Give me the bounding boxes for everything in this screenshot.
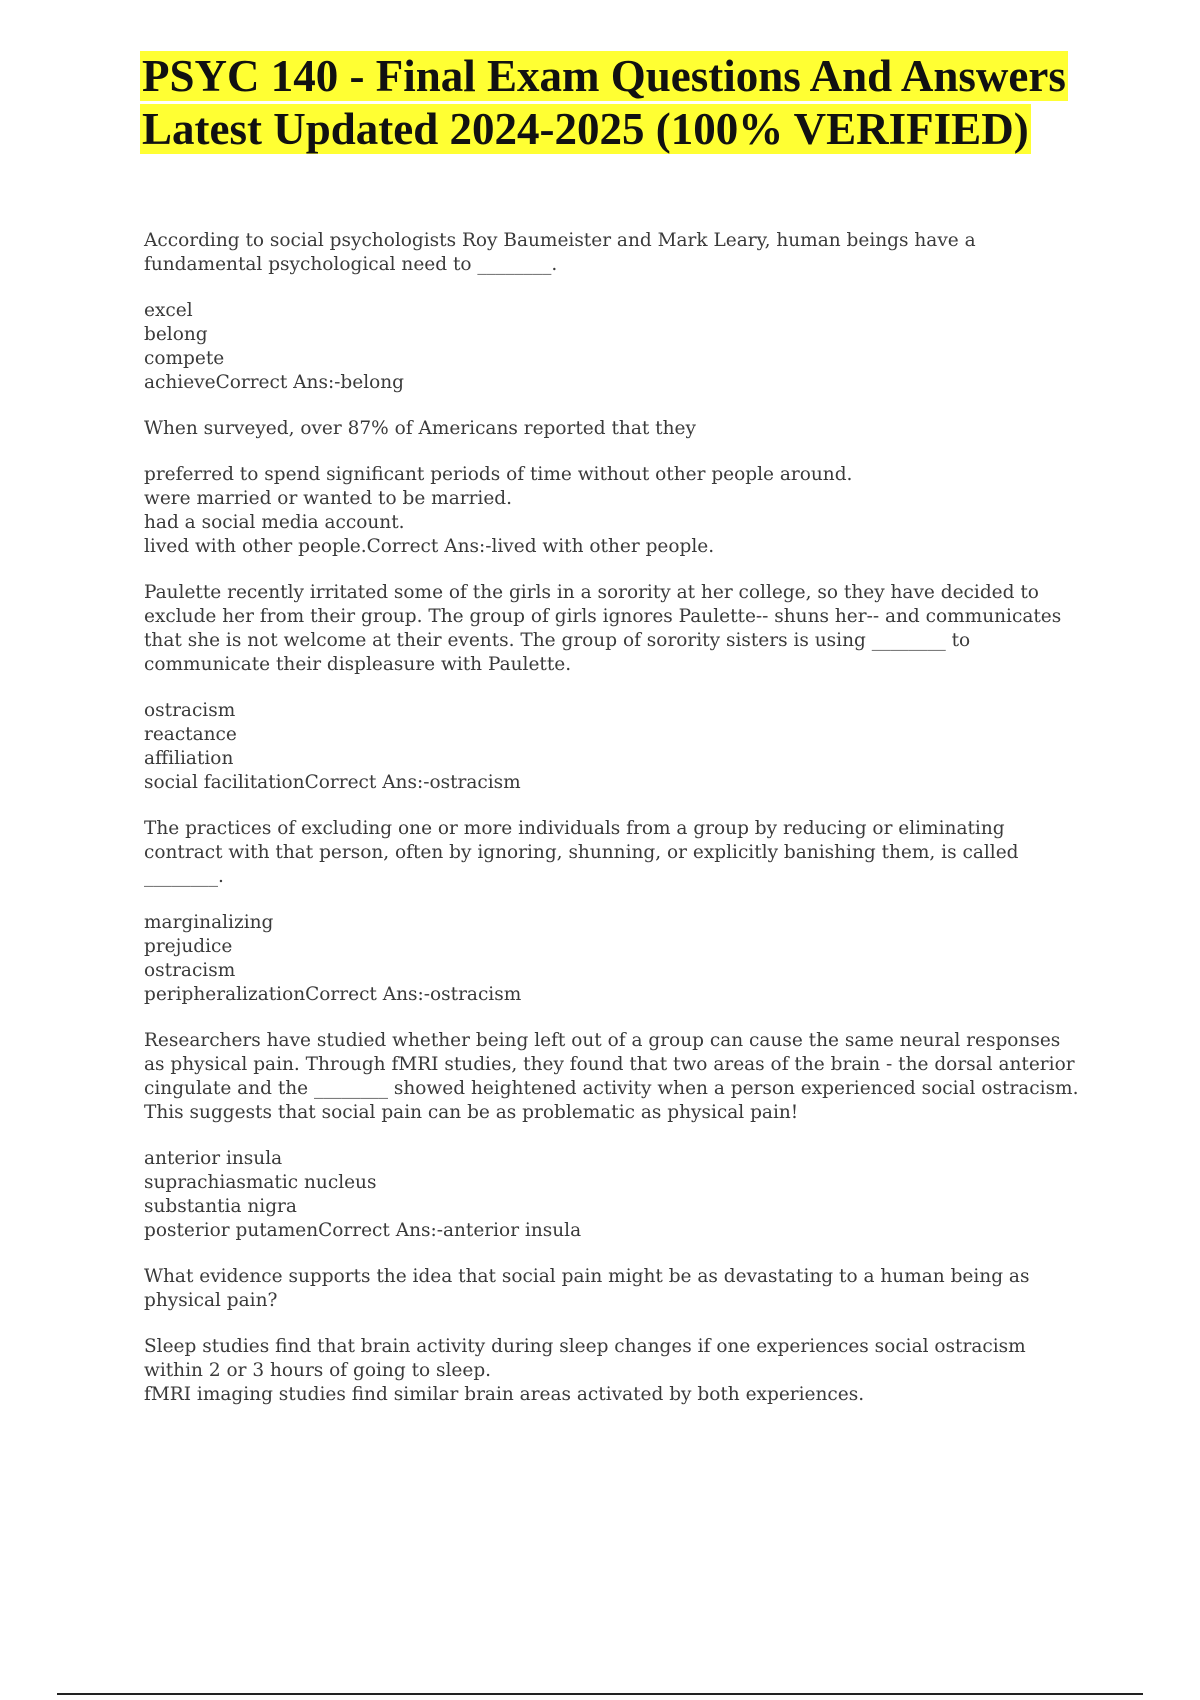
- question-text: The practices of excluding one or more individuals from a group by reducing or eliminating contract with that person, often by ignoring, shunning, or explicitly banishing them, is called ________.: [144, 818, 1019, 887]
- answer-option: were married or wanted to be married.: [144, 488, 513, 509]
- answer-option: belong: [144, 324, 208, 345]
- answer-option: prejudice: [144, 936, 233, 957]
- question-block: [144, 417, 1084, 559]
- title-highlight: PSYC 140 - Final Exam Questions And Answers Latest Updated 2024-2025 (100% VERIFIED): [142, 51, 1066, 154]
- answer-option: ostracism: [144, 700, 236, 721]
- answer-options: [144, 911, 1084, 1007]
- answer-option: excel: [144, 300, 193, 321]
- answer-option: reactance: [144, 724, 237, 745]
- question-text: When surveyed, over 87% of Americans reported that they: [144, 418, 696, 439]
- answer-options: [144, 699, 1084, 795]
- answer-option-correct: achieveCorrect Ans:-belong: [144, 372, 405, 393]
- answer-option: ostracism: [144, 960, 236, 981]
- answer-option: Sleep studies find that brain activity during sleep changes if one experiences social ostracism within 2 or 3 hours of going to sleep.: [144, 1336, 1026, 1381]
- answer-option-correct: posterior putamenCorrect Ans:-anterior insula: [144, 1220, 582, 1241]
- answer-option: had a social media account.: [144, 512, 405, 533]
- answer-option: substantia nigra: [144, 1196, 297, 1217]
- answer-option: affiliation: [144, 748, 234, 769]
- document-title: [140, 50, 1140, 156]
- answer-option: compete: [144, 348, 225, 369]
- question-text: Researchers have studied whether being left out of a group can cause the same neural responses as physical pain. Through fMRI studies, they found that two areas of the brain - the dorsal anterior cingulate and the ________ showed heightened activity when a person experienced social ostracism. This suggests that social pain can be as problematic as physical pain!: [144, 1030, 1079, 1123]
- answer-option: anterior insula: [144, 1148, 283, 1169]
- question-block: [144, 817, 1084, 1007]
- answer-option: marginalizing: [144, 912, 274, 933]
- question-block: [144, 229, 1084, 395]
- question-block: [144, 581, 1084, 795]
- answer-option-correct: social facilitationCorrect Ans:-ostracism: [144, 772, 521, 793]
- answer-option: fMRI imaging studies find similar brain areas activated by both experiences.: [144, 1384, 865, 1405]
- answer-options: [144, 1335, 1084, 1407]
- question-text: What evidence supports the idea that social pain might be as devastating to a human being as physical pain?: [144, 1266, 1030, 1311]
- question-block: [144, 1265, 1084, 1407]
- answer-option: suprachiasmatic nucleus: [144, 1172, 377, 1193]
- answer-option-correct: lived with other people.Correct Ans:-lived with other people.: [144, 536, 715, 557]
- answer-option: preferred to spend significant periods of time without other people around.: [144, 464, 853, 485]
- answer-options: [144, 1147, 1084, 1243]
- question-text: Paulette recently irritated some of the girls in a sorority at her college, so they have decided to exclude her from their group. The group of girls ignores Paulette-- shuns her-- and communicates that she is not welcome at their events. The group of sorority sisters is using ________ to communicate their displeasure with Paulette.: [144, 582, 1062, 675]
- question-block: [144, 1029, 1084, 1243]
- page-bottom-rule: [57, 1693, 1143, 1695]
- answer-options: [144, 299, 1084, 395]
- answer-option-correct: peripheralizationCorrect Ans:-ostracism: [144, 984, 522, 1005]
- question-text: According to social psychologists Roy Baumeister and Mark Leary, human beings have a fundamental psychological need to ________.: [144, 230, 976, 275]
- document-body: [144, 229, 1084, 1429]
- answer-options: [144, 463, 1084, 559]
